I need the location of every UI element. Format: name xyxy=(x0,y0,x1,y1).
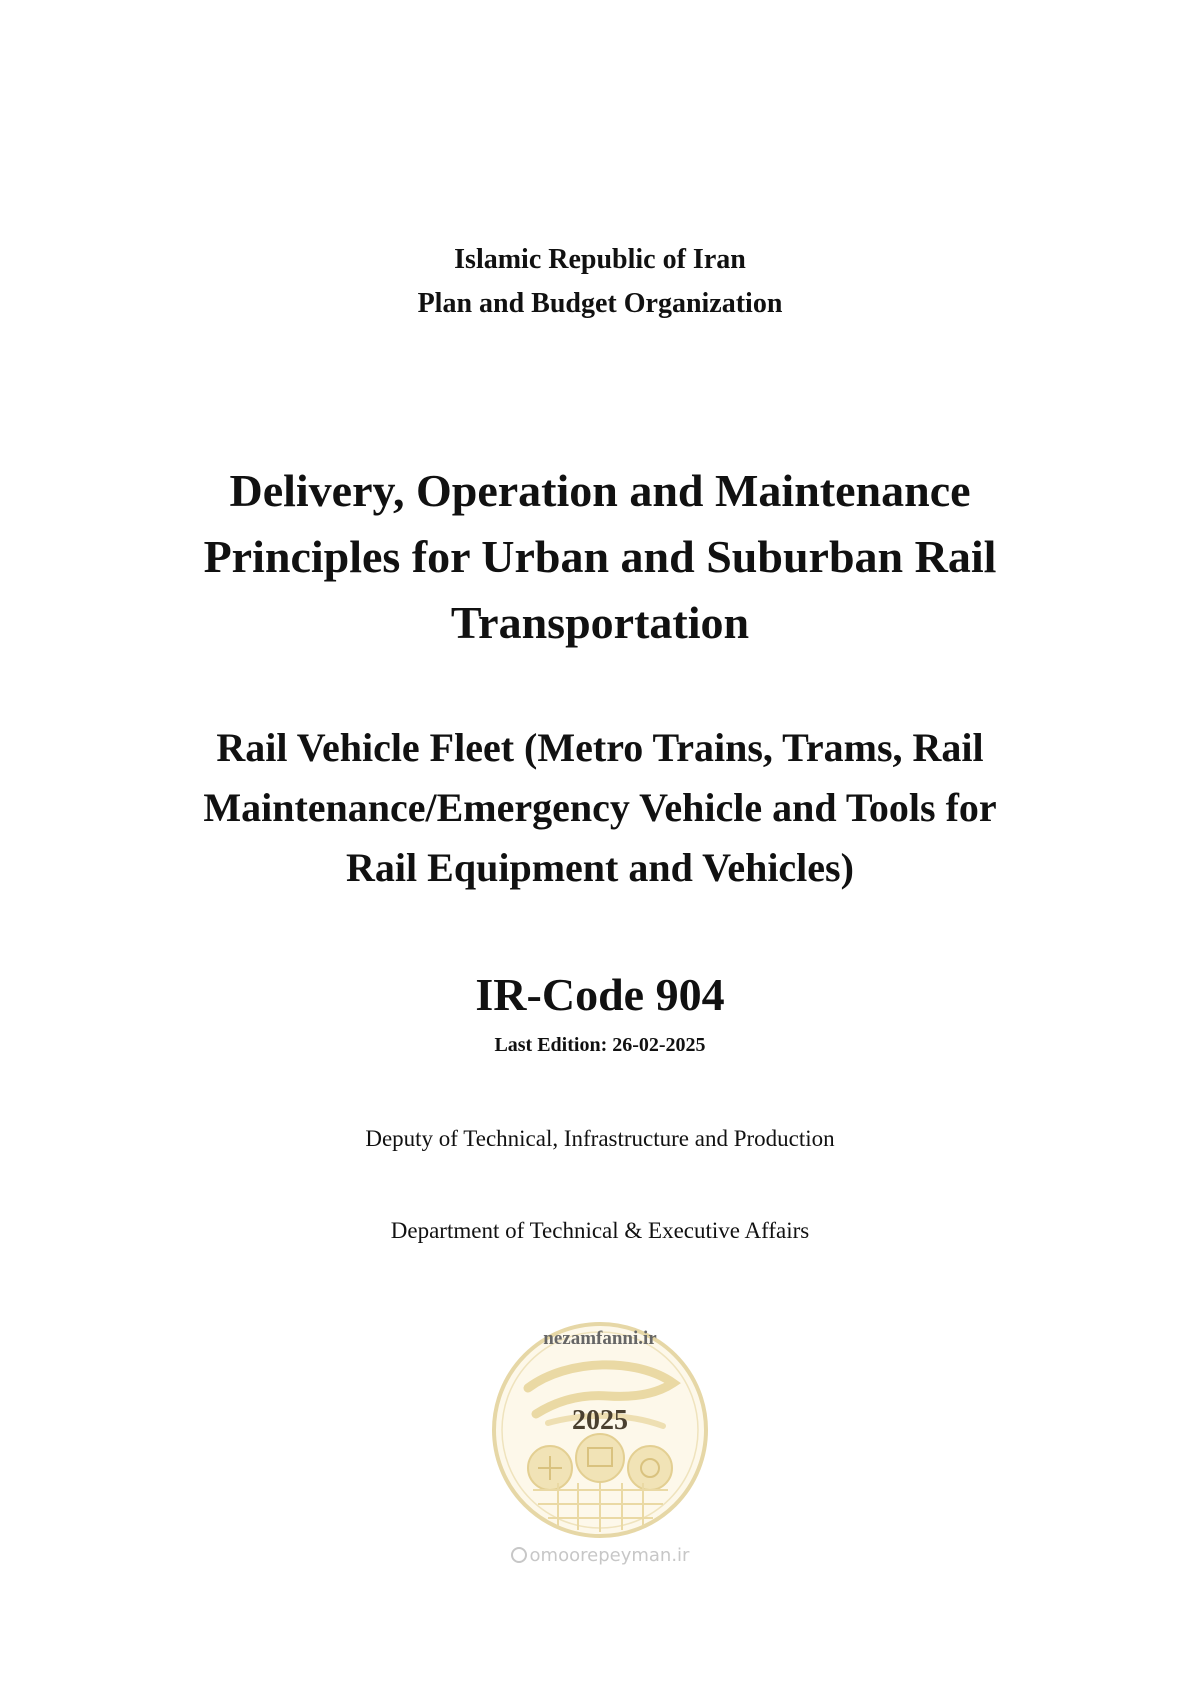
title-line: Principles for Urban and Suburban Rail xyxy=(203,531,997,582)
subtitle-line: Rail Vehicle Fleet (Metro Trains, Trams, Rail xyxy=(216,725,984,770)
country-name: Islamic Republic of Iran xyxy=(454,244,746,275)
footer-site: omoorepeyman.ir xyxy=(529,1545,690,1566)
organization-name: Plan and Budget Organization xyxy=(417,288,783,319)
subtitle-line: Rail Equipment and Vehicles) xyxy=(346,845,854,890)
title-line: Transportation xyxy=(450,597,750,648)
edition-date: Last Edition: 26-02-2025 xyxy=(494,1034,706,1056)
code-number: IR-Code 904 xyxy=(475,969,725,1020)
deputy-name: Deputy of Technical, Infrastructure and Production xyxy=(365,1126,835,1151)
document-subtitle xyxy=(120,718,1080,898)
document-title xyxy=(120,458,1080,656)
footer-watermark xyxy=(480,1545,720,1566)
subtitle-line: Maintenance/Emergency Vehicle and Tools for xyxy=(203,785,997,830)
watermark-year: 2025 xyxy=(572,1405,628,1436)
globe-icon xyxy=(511,1547,527,1563)
department-name: Department of Technical & Executive Affairs xyxy=(390,1218,810,1243)
title-line: Delivery, Operation and Maintenance xyxy=(229,465,971,516)
watermark-site: nezamfanni.ir xyxy=(543,1328,657,1349)
issuer-header xyxy=(120,238,1080,326)
